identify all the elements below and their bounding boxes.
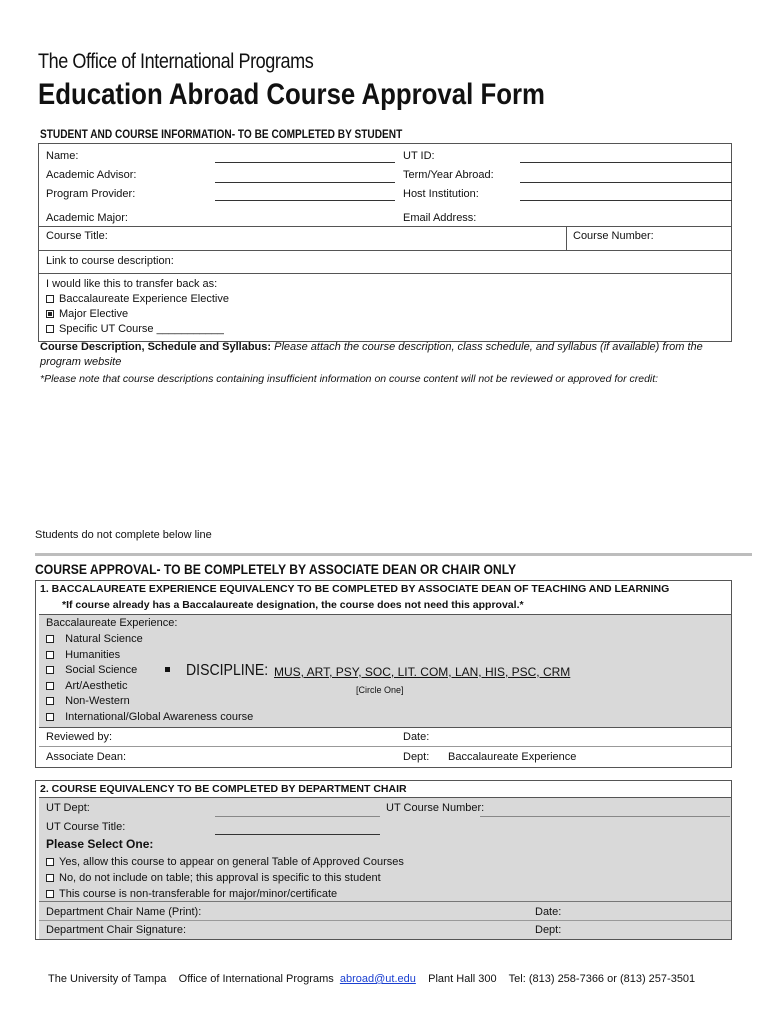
syllabus-instruction-cont: program website bbox=[40, 356, 122, 368]
bullet-icon bbox=[165, 667, 170, 672]
associate-dean-label: Associate Dean: bbox=[46, 751, 127, 763]
select-option-yes[interactable]: Yes, allow this course to appear on general Table of Approved Courses bbox=[46, 854, 404, 870]
host-field[interactable] bbox=[520, 186, 732, 201]
ut-course-title-label: UT Course Title: bbox=[46, 821, 126, 833]
ut-course-title-field[interactable] bbox=[215, 820, 380, 835]
ut-dept-label: UT Dept: bbox=[46, 802, 90, 814]
major-label: Academic Major: bbox=[46, 212, 128, 224]
transfer-label: I would like this to transfer back as: bbox=[46, 278, 218, 290]
bacc-option-natural-science[interactable]: Natural Science bbox=[46, 632, 253, 648]
date-label: Date: bbox=[403, 731, 430, 743]
bacc-option-humanities[interactable]: Humanities bbox=[46, 648, 253, 664]
reviewed-by-label: Reviewed by: bbox=[46, 731, 113, 743]
insufficient-info-note: *Please note that course descriptions containing insufficient information on course content will not be reviewed or approved for credit: bbox=[40, 373, 659, 385]
transfer-option-major[interactable]: Major Elective bbox=[46, 308, 128, 320]
page-title: Education Abroad Course Approval Form bbox=[38, 78, 545, 111]
term-label: Term/Year Abroad: bbox=[403, 169, 494, 181]
link-label: Link to course description: bbox=[46, 255, 174, 267]
course-number-label: Course Number: bbox=[573, 230, 654, 242]
discipline-label: DISCIPLINE: bbox=[186, 662, 269, 679]
bacc-option-social-science[interactable]: Social Science bbox=[46, 663, 253, 679]
checkbox-icon[interactable] bbox=[46, 635, 54, 643]
section-2-heading: 2. COURSE EQUIVALENCY TO BE COMPLETED BY DEPARTMENT CHAIR bbox=[40, 783, 407, 795]
email-label: Email Address: bbox=[403, 212, 477, 224]
circle-one-note: [Circle One] bbox=[356, 685, 404, 695]
ut-dept-field[interactable] bbox=[215, 802, 380, 817]
section-1-heading: 1. BACCALAUREATE EXPERIENCE EQUIVALENCY TO BE COMPLETED BY ASSOCIATE DEAN OF TEACHING AND LEARNING bbox=[40, 583, 670, 595]
select-option-no[interactable]: No, do not include on table; this approval is specific to this student bbox=[46, 870, 404, 886]
bacc-option-non-western[interactable]: Non-Western bbox=[46, 694, 253, 710]
section-1-subheading: *If course already has a Baccalaureate designation, the course does not need this approval.* bbox=[62, 599, 524, 611]
checkbox-icon[interactable] bbox=[46, 666, 54, 674]
checkbox-icon[interactable] bbox=[46, 325, 54, 333]
student-section-heading: STUDENT AND COURSE INFORMATION- TO BE COMPLETED BY STUDENT bbox=[40, 129, 403, 141]
footer-location: Plant Hall 300 bbox=[428, 973, 497, 985]
advisor-label: Academic Advisor: bbox=[46, 169, 137, 181]
checkbox-icon[interactable] bbox=[46, 713, 54, 721]
bacc-option-international[interactable]: International/Global Awareness course bbox=[46, 710, 253, 726]
ut-course-number-field[interactable] bbox=[480, 802, 730, 817]
select-options bbox=[46, 854, 404, 902]
dept-value: Baccalaureate Experience bbox=[448, 751, 577, 763]
divider-note: Students do not complete below line bbox=[35, 529, 212, 541]
checkbox-icon[interactable] bbox=[46, 890, 54, 898]
transfer-option-specific[interactable]: Specific UT Course ___________ bbox=[46, 323, 224, 335]
checkbox-icon[interactable] bbox=[46, 858, 54, 866]
ut-id-label: UT ID: bbox=[403, 150, 435, 162]
dept-label: Dept: bbox=[403, 751, 430, 763]
section-divider bbox=[35, 553, 752, 556]
transfer-option-bacc[interactable]: Baccalaureate Experience Elective bbox=[46, 293, 229, 305]
checkbox-icon[interactable] bbox=[46, 682, 54, 690]
ut-course-number-label: UT Course Number: bbox=[386, 802, 485, 814]
footer-university: The University of Tampa bbox=[48, 973, 167, 985]
footer bbox=[48, 973, 695, 985]
provider-field[interactable] bbox=[215, 186, 395, 201]
select-option-non-transferable[interactable]: This course is non-transferable for major/minor/certificate bbox=[46, 886, 404, 902]
footer-office: Office of International Programs bbox=[178, 973, 334, 985]
approval-heading: COURSE APPROVAL- TO BE COMPLETELY BY ASSOCIATE DEAN OR CHAIR ONLY bbox=[35, 562, 517, 577]
ut-id-field[interactable] bbox=[520, 148, 732, 163]
checkbox-icon[interactable] bbox=[46, 874, 54, 882]
bacc-label: Baccalaureate Experience: bbox=[46, 617, 178, 629]
checkbox-icon[interactable] bbox=[46, 295, 54, 303]
chair-date-label: Date: bbox=[535, 906, 562, 918]
bacc-option-art[interactable]: Art/Aesthetic bbox=[46, 679, 253, 695]
provider-label: Program Provider: bbox=[46, 188, 136, 200]
term-field[interactable] bbox=[520, 168, 732, 183]
footer-email-link[interactable]: abroad@ut.edu bbox=[339, 973, 416, 985]
course-title-label: Course Title: bbox=[46, 230, 108, 242]
name-field[interactable] bbox=[215, 148, 395, 163]
name-label: Name: bbox=[46, 150, 79, 162]
footer-phone: Tel: (813) 258-7366 or (813) 257-3501 bbox=[508, 973, 696, 985]
host-label: Host Institution: bbox=[403, 188, 479, 200]
checkbox-icon[interactable] bbox=[46, 697, 54, 705]
discipline-values[interactable]: MUS, ART, PSY, SOC, LIT. COM, LAN, HIS, PSC, CRM bbox=[274, 665, 571, 679]
advisor-field[interactable] bbox=[215, 168, 395, 183]
chair-dept-label: Dept: bbox=[535, 924, 562, 936]
office-name: The Office of International Programs bbox=[38, 50, 314, 73]
chair-name-label: Department Chair Name (Print): bbox=[46, 906, 202, 918]
checkbox-checked-icon[interactable] bbox=[46, 310, 54, 318]
select-one-label: Please Select One: bbox=[46, 837, 154, 851]
syllabus-instruction: Course Description, Schedule and Syllabus: Please attach the course description, class schedule, and syllabus (if available) from the bbox=[40, 341, 703, 353]
checkbox-icon[interactable] bbox=[46, 651, 54, 659]
chair-signature-label: Department Chair Signature: bbox=[46, 924, 187, 936]
